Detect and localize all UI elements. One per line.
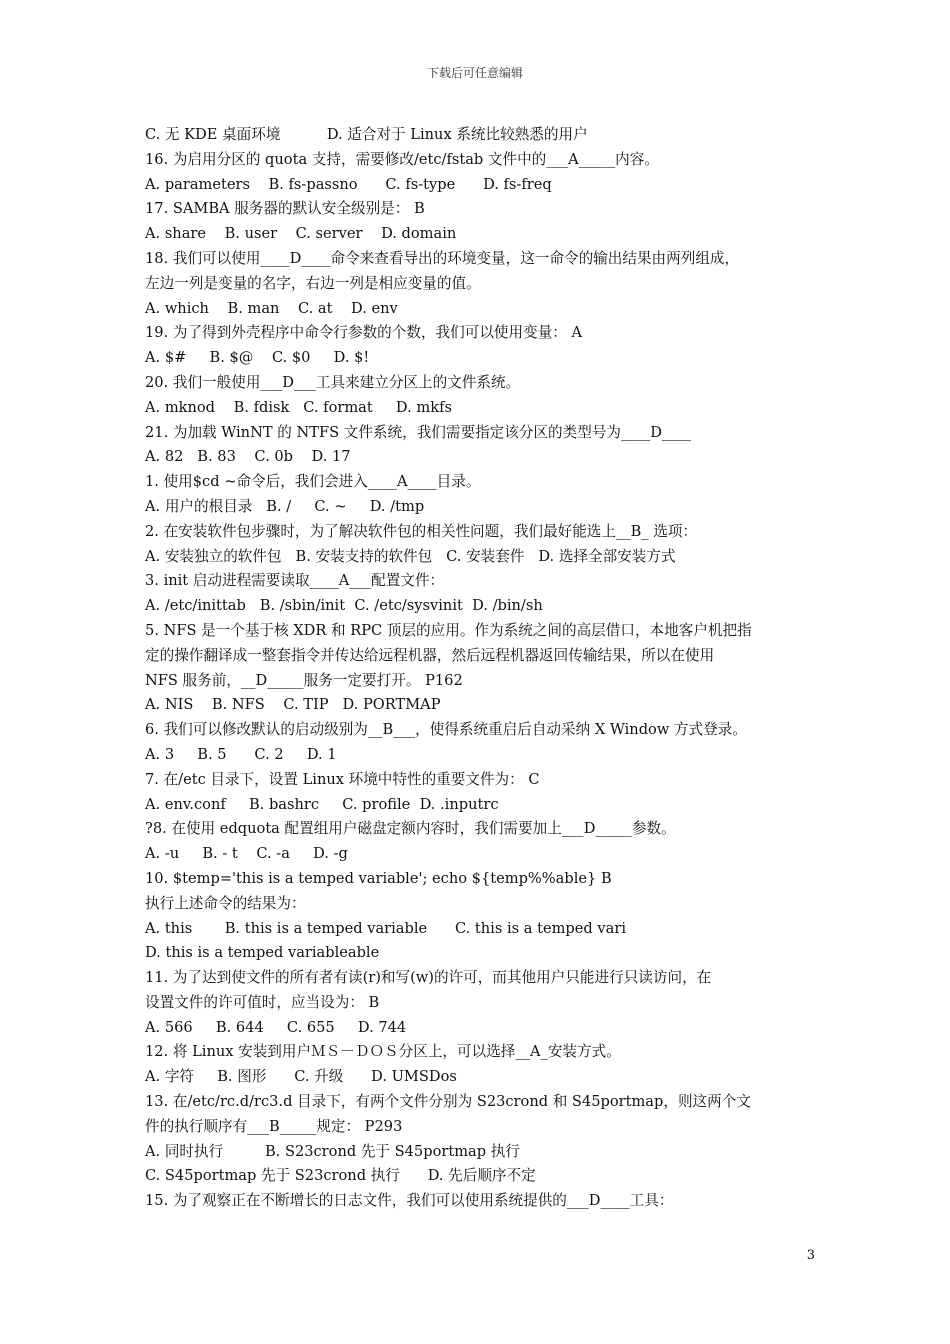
text-line: C. S45portmap 先于 S23crond 执行 D. 先后顺序不定 — [145, 1167, 536, 1185]
text-line: 左边一列是变量的名字，右边一列是相应变量的值。 — [145, 274, 481, 292]
document-body — [145, 123, 835, 1214]
text-line: A. 同时执行 B. S23crond 先于 S45portmap 执行 — [145, 1142, 520, 1160]
text-line: 21. 为加载 WinNT 的 NTFS 文件系统，我们需要指定该分区的类型号为____D____ — [145, 423, 692, 441]
text-line: 5. NFS 是一个基于核 XDR 和 RPC 顶层的应用。作为系统之间的高层借口，本地客户机把指 — [145, 621, 752, 639]
text-line: A. mknod B. fdisk C. format D. mkfs — [145, 398, 452, 416]
text-line: A. 用户的根目录 B. / C. ~ D. /tmp — [145, 497, 425, 515]
text-line: 7. 在/etc 目录下，设置 Linux 环境中特性的重要文件为： C — [145, 770, 540, 788]
text-line: A. /etc/inittab B. /sbin/init C. /etc/sysvinit D. /bin/sh — [145, 597, 543, 615]
text-line: 12. 将 Linux 安装到用户ＭＳ－ＤＯＳ分区上，可以选择__A_安装方式。 — [145, 1043, 621, 1061]
text-line: A. which B. man C. at D. env — [145, 299, 398, 317]
text-line: 2. 在安装软件包步骤时，为了解决软件包的相关性问题，我们最好能选上__B_ 选项： — [145, 522, 698, 540]
text-line: 11. 为了达到使文件的所有者有读(r)和写(w)的许可，而其他用户只能进行只读访问，在 — [145, 969, 712, 987]
text-line: 20. 我们一般使用___D___工具来建立分区上的文件系统。 — [145, 373, 521, 391]
text-line: A. 字符 B. 图形 C. 升级 D. UMSDos — [145, 1068, 457, 1086]
text-line: 件的执行顺序有___B_____规定： P293 — [145, 1117, 403, 1135]
text-line: A. share B. user C. server D. domain — [145, 225, 457, 243]
text-line: 17. SAMBA 服务器的默认安全级别是： B — [145, 200, 425, 218]
text-line: A. NIS B. NFS C. TIP D. PORTMAP — [145, 696, 441, 714]
text-line: C. 无 KDE 桌面环境 D. 适合对于 Linux 系统比较熟悉的用户 — [145, 126, 588, 143]
text-line: A. 566 B. 644 C. 655 D. 744 — [145, 1018, 407, 1036]
text-line: 6. 我们可以修改默认的启动级别为__B___，使得系统重启后自动采纳 X Window 方式登录。 — [145, 721, 747, 739]
text-line: A. 安装独立的软件包 B. 安装支持的软件包 C. 安装套件 D. 选择全部安装方式 — [145, 547, 676, 565]
text-line: D. this is a temped variableable — [145, 944, 380, 962]
text-line: ?8. 在使用 edquota 配置组用户磁盘定额内容时，我们需要加上___D_____参数。 — [145, 820, 676, 838]
text-line: A. this B. this is a temped variable C. this is a temped vari — [145, 919, 626, 937]
text-line: 15. 为了观察正在不断增长的日志文件，我们可以使用系统提供的___D____工具： — [145, 1192, 674, 1210]
text-line: 1. 使用$cd ~命令后，我们会进入____A____目录。 — [145, 473, 481, 491]
text-line: 3. init 启动进程需要读取____A___配置文件： — [145, 572, 445, 590]
text-line: A. 3 B. 5 C. 2 D. 1 — [145, 745, 337, 763]
text-line: 定的操作翻译成一整套指令并传达给远程机器，然后远程机器返回传输结果，所以在使用 — [145, 646, 715, 664]
page-header: 下载后可任意编辑 — [426, 66, 523, 80]
text-line: 16. 为启用分区的 quota 支持，需要修改/etc/fstab 文件中的___A_____内容。 — [145, 150, 659, 168]
text-line: 19. 为了得到外壳程序中命令行参数的个数，我们可以使用变量： A — [145, 324, 583, 342]
text-line: A. parameters B. fs-passno C. fs-type D. fs-freq — [145, 175, 552, 193]
text-line: A. -u B. - t C. -a D. -g — [145, 845, 348, 863]
text-line: A. env.conf B. bashrc C. profile D. .inputrc — [145, 795, 499, 813]
text-line: A. $# B. $@ C. $0 D. $! — [145, 349, 370, 367]
text-line: A. 82 B. 83 C. 0b D. 17 — [145, 448, 351, 466]
text-line: NFS 服务前，__D_____服务一定要打开。 P162 — [145, 671, 463, 689]
page-number: 3 — [806, 1248, 815, 1263]
text-line: 13. 在/etc/rc.d/rc3.d 目录下，有两个文件分别为 S23crond 和 S45portmap，则这两个文 — [145, 1093, 751, 1111]
text-line: 18. 我们可以使用____D____命令来查看导出的环境变量，这一命令的输出结果由两列组成， — [145, 249, 740, 267]
text-line: 设置文件的许可值时，应当设为： B — [145, 993, 380, 1011]
text-line: 10. $temp='this is a temped variable'; echo ${temp%%able} B — [145, 869, 612, 887]
text-line: 执行上述命令的结果为： — [145, 894, 306, 912]
